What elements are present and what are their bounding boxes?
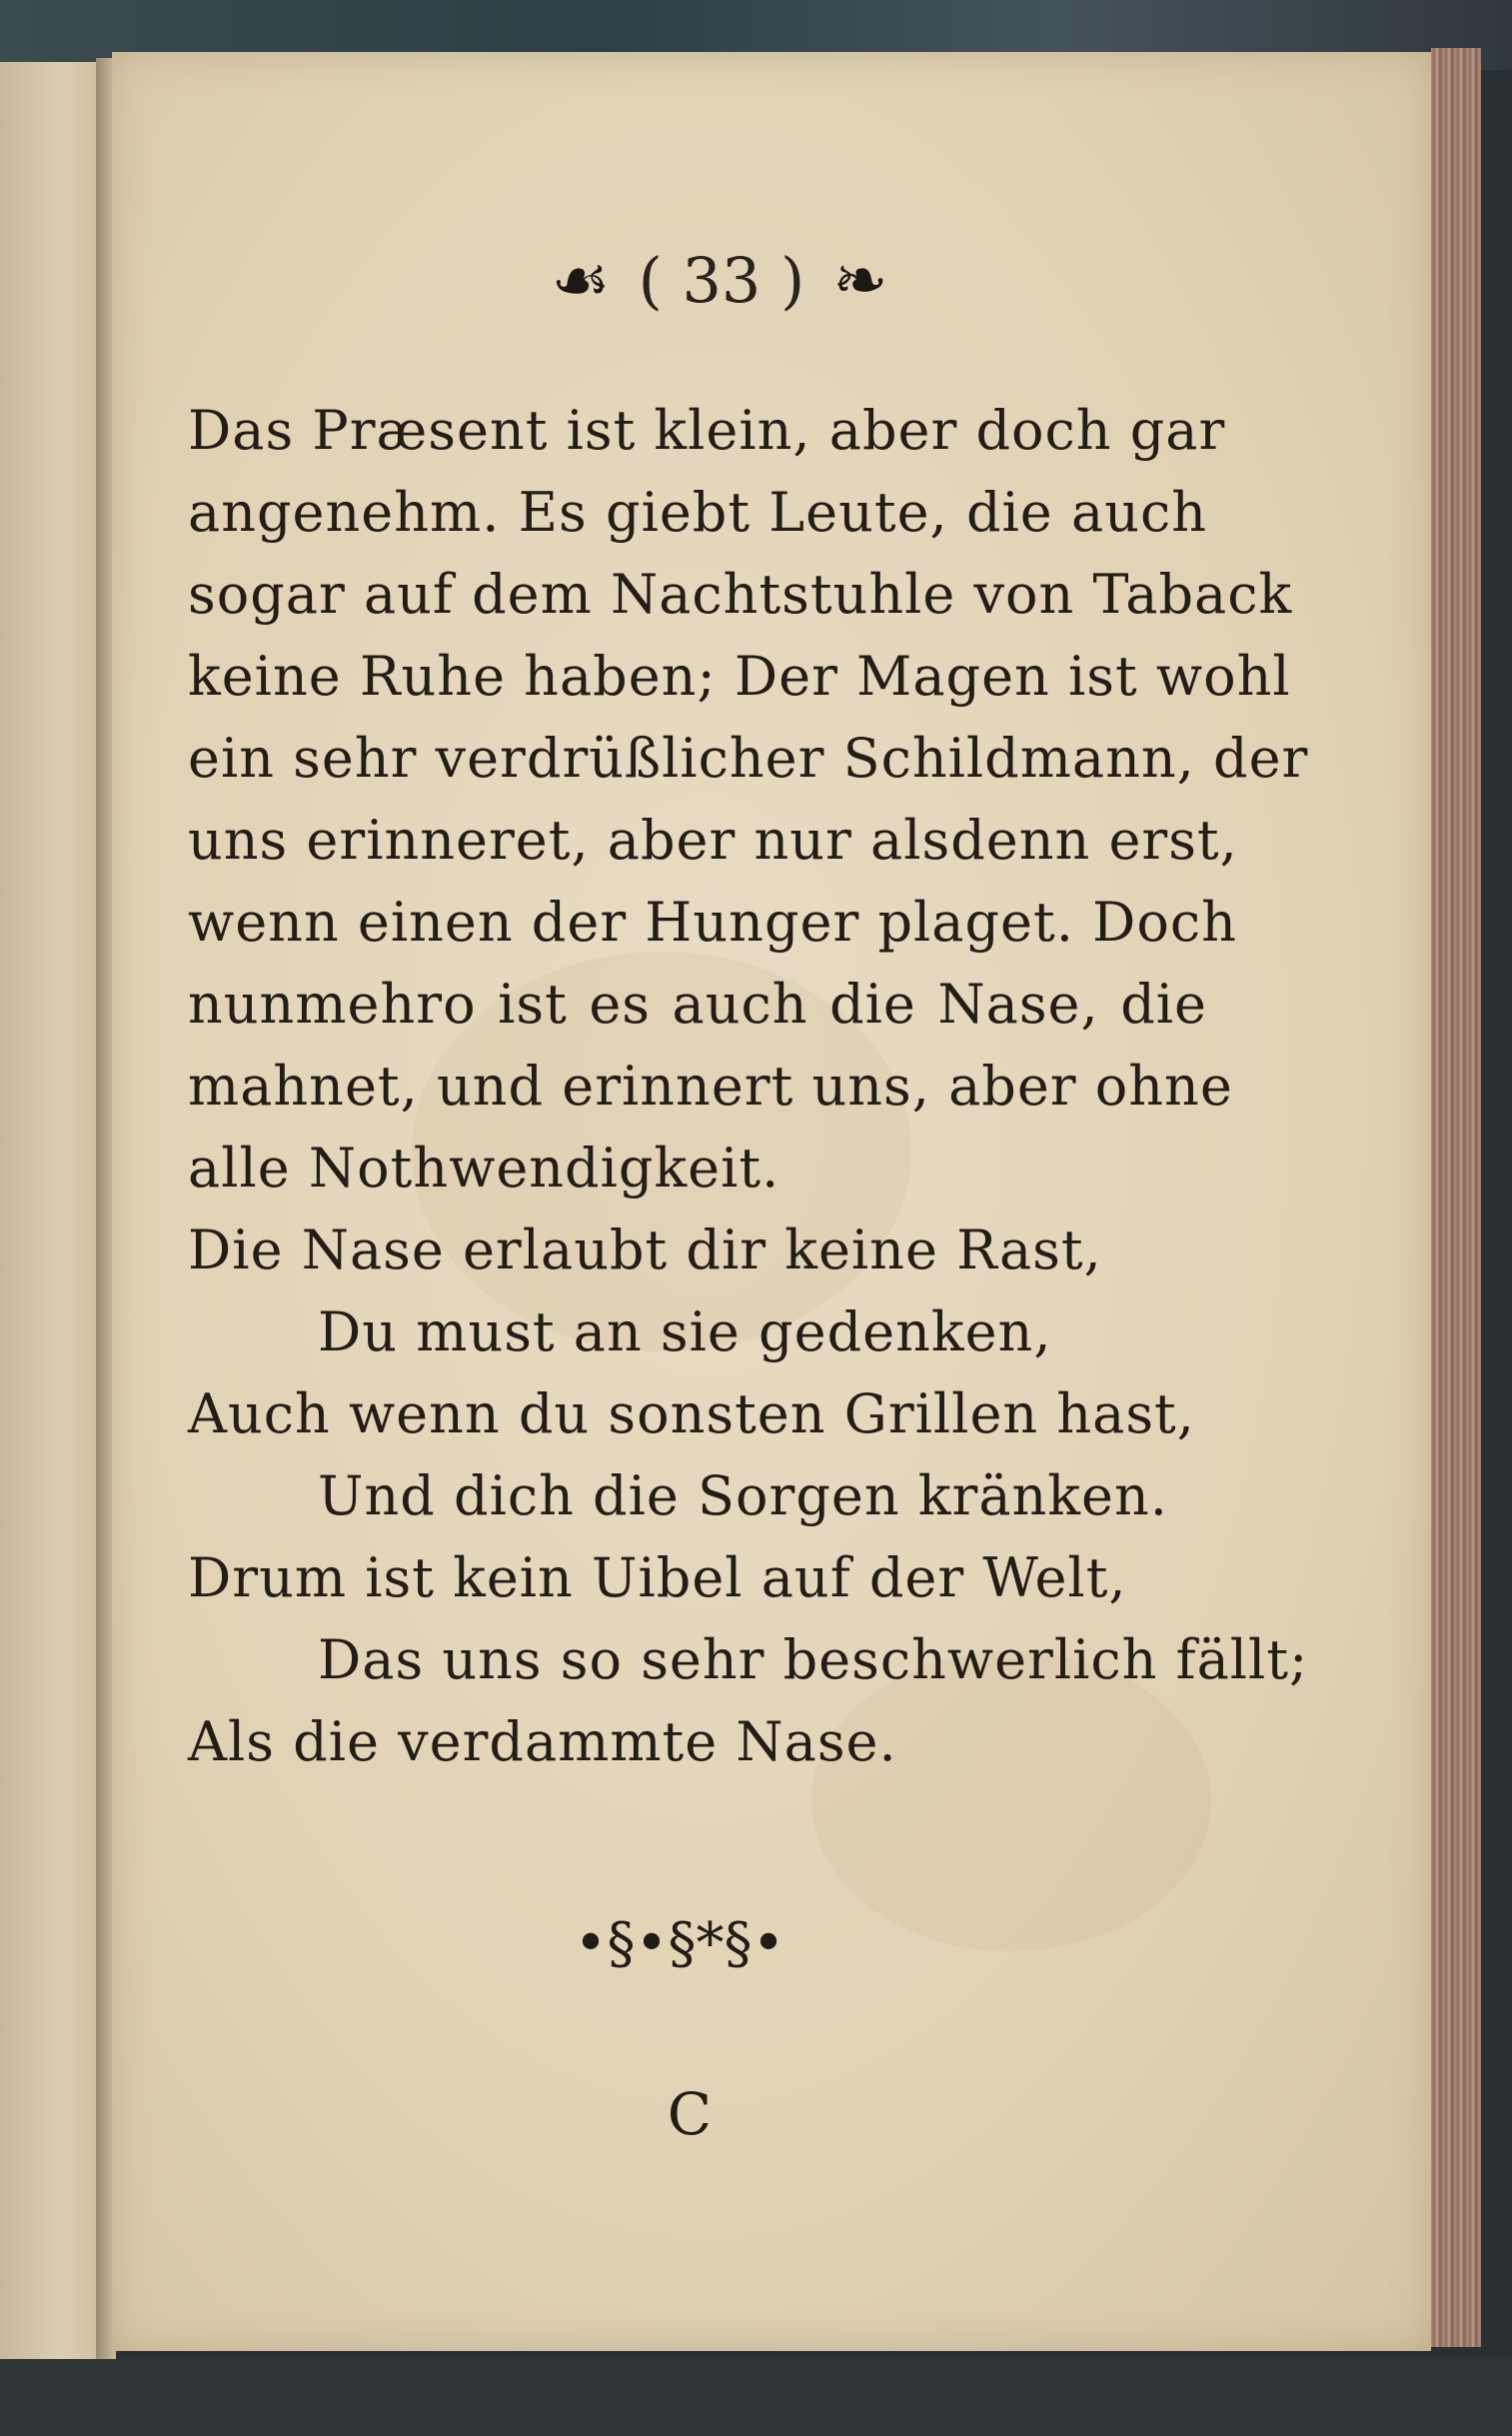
body-line: ein sehr verdrüßlicher Schildmann, der [188, 727, 1309, 790]
verse-line-indented: Das uns so sehr beschwerlich fällt; [318, 1628, 1309, 1691]
page-number: ( 33 ) [638, 243, 805, 317]
facing-page-edge [0, 62, 102, 2371]
fleuron-ornament: •§•§*§• [574, 1911, 785, 1976]
page-header [420, 225, 1019, 335]
book-cover-bottom [0, 2359, 1512, 2436]
body-line: keine Ruhe haben; Der Magen ist wohl [188, 645, 1291, 708]
verse-line: Auch wenn du sonsten Grillen hast, [188, 1382, 1195, 1445]
verse-line: Als die verdammte Nase. [188, 1710, 897, 1773]
verse-line-indented: Du must an sie gedenken, [318, 1300, 1052, 1363]
verse-line: Die Nase erlaubt dir keine Rast, [188, 1218, 1102, 1281]
body-line: sogar auf dem Nachtstuhle von Taback [188, 563, 1293, 626]
body-line: angenehm. Es giebt Leute, die auch [188, 481, 1207, 544]
body-line: nunmehro ist es auch die Nase, die [188, 973, 1207, 1036]
page-block-edges [1431, 48, 1481, 2347]
ornament-left-icon: ☙ [551, 241, 611, 319]
verse-line: Drum ist kein Uibel auf der Welt, [188, 1546, 1127, 1609]
ornament-right-icon: ❧ [832, 241, 888, 319]
body-line: wenn einen der Hunger plaget. Doch [188, 891, 1237, 954]
verse-line-indented: Und dich die Sorgen kränken. [318, 1464, 1168, 1527]
body-line-last: alle Nothwendigkeit. [188, 1137, 780, 1200]
body-line: uns erinneret, aber nur alsdenn erst, [188, 809, 1238, 872]
signature-mark: C [667, 2080, 713, 2148]
body-line: Das Præsent ist klein, aber doch gar [188, 399, 1226, 462]
page-text [188, 390, 1309, 1783]
body-line: mahnet, und erinnert uns, aber ohne [188, 1055, 1233, 1118]
